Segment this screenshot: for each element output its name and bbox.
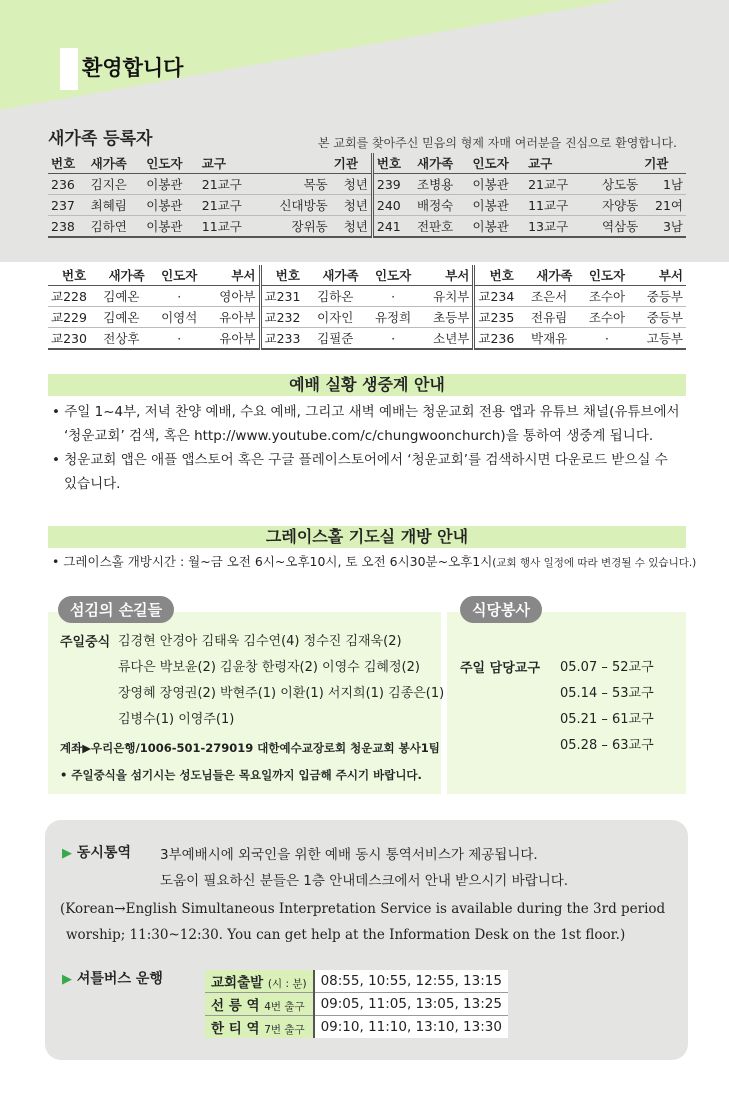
broadcast-body: • 주일 1~4부, 저녁 찬양 예배, 수요 예배, 그리고 새벽 예배는 청운교회 전용 앱과 유튜브 채널(유튜브에서 ‘청운교회’ 검색, 혹은 http://www.youtube.com/c/chungwoonchurch)을 통하여 생중계 됩니다. • 청운교회 앱은 애플 앱스토어 혹은 구글 플레이스토어에서 ‘청운교회’를 검색하시면 다운로드 받으실 수 있습니다.: [52, 404, 680, 492]
col-new-family: 새가족: [88, 153, 144, 174]
list-item: 05.07 – 52교구: [560, 660, 654, 675]
col-number: 번호: [48, 153, 88, 174]
broadcast-title: 예배 실황 생중계 안내: [48, 374, 686, 396]
interp-body: 3부예배시에 외국인을 위한 예배 동시 통역서비스가 제공됩니다. 도움이 필요하신 분들은 1층 안내데스크에서 안내 받으시기 바랍니다.: [160, 847, 569, 889]
table-row: 236 김지은 이봉관 21교구 목동 청년 239 조병용 이봉관 21교구 상도동 1남: [48, 174, 686, 195]
triangle-right-icon: ▶: [62, 846, 72, 861]
col-number: 번호: [372, 153, 414, 174]
col-district: 교구: [525, 153, 641, 174]
triangle-right-icon: ▶: [62, 972, 72, 987]
table-row: 교228 김예온 · 영아부 교231 김하온 · 유치부 교234 조은서 조수아 중등부: [48, 286, 686, 307]
registration-note: 본 교회를 찾아주신 믿음의 형제 자매 여러분을 진심으로 환영합니다.: [318, 136, 677, 150]
col-district: 교구: [199, 153, 331, 174]
service-names: 김경현 안경아 김태욱 김수연(4) 정수진 김재욱(2) 류다은 박보윤(2) 김윤창 한령자(2) 이영수 김혜정(2) 장영혜 장영권(2) 박현주(1) 이환(1) 서지희(1) 김종은(1) 김병수(1) 이영주(1): [118, 634, 445, 727]
table-header-row: [48, 153, 686, 174]
shuttle-heading: ▶ 셔틀버스 운행: [62, 971, 163, 987]
kitchen-label: 주일 담당교구: [460, 661, 540, 676]
col-org: 기관: [331, 153, 373, 174]
table-row: 교229 김예온 이영석 유아부 교232 이자인 유정희 초등부 교235 전유림 조수아 중등부: [48, 307, 686, 328]
welcome-bar-mark: [60, 48, 78, 90]
service-note: • 주일중식을 섬기시는 성도님들은 목요일까지 입금해 주시기 바랍니다.: [60, 768, 422, 782]
kitchen-list: [560, 655, 654, 759]
interp-heading: ▶ 동시통역: [62, 845, 131, 861]
table-row: 237 최혜림 이봉관 21교구 신대방동 청년 240 배정숙 이봉관 11교구 자양동 21여: [48, 195, 686, 216]
service-account: 계좌▶우리은행/1006-501-279019 대한예수교장로회 청운교회 봉사1팀: [60, 741, 440, 755]
col-guide: 인도자: [470, 153, 526, 174]
col-org: 기관: [641, 153, 686, 174]
shuttle-table: [205, 970, 508, 1038]
table-row: 238 김하연 이봉관 11교구 장위동 청년 241 전판호 이봉관 13교구 역삼동 3남: [48, 216, 686, 238]
col-guide: 인도자: [143, 153, 199, 174]
table-row: 한 티 역 7번 출구 09:10, 11:10, 13:10, 13:30: [205, 1016, 508, 1039]
table-row: 교230 전상후 · 유아부 교233 김필준 · 소년부 교236 박재유 · 고등부: [48, 328, 686, 350]
education-registration-table: [48, 265, 686, 350]
table-row: 선 릉 역 4번 출구 09:05, 11:05, 13:05, 13:25: [205, 993, 508, 1016]
list-item: 05.21 – 61교구: [560, 712, 654, 727]
kitchen-title: 식당봉사: [460, 596, 542, 623]
grace-title: 그레이스홀 기도실 개방 안내: [48, 526, 686, 548]
registration-table: [48, 153, 686, 238]
service-title: 섬김의 손길들: [58, 596, 174, 623]
table-row: 교회출발 (시 : 분) 08:55, 10:55, 12:55, 13:15: [205, 970, 508, 993]
list-item: 05.14 – 53교구: [560, 686, 654, 701]
list-item: 05.28 – 63교구: [560, 738, 654, 753]
registration-title: 새가족 등록자: [48, 129, 153, 149]
interp-english: (Korean→English Simultaneous Interpretation Service is available during the 3rd period worship; 11:30~12:30. You can get help at the Information Desk on the 1st floor.): [60, 901, 666, 943]
grace-info: • 그레이스홀 개방시간 : 월~금 오전 6시~오후10시, 토 오전 6시30분~오후1시(교회 행사 일정에 따라 변경될 수 있습니다.): [52, 554, 697, 569]
table-header-row: 번호 새가족 인도자 부서 번호 새가족 인도자 부서 번호 새가족 인도자 부서: [48, 265, 686, 286]
col-new-family: 새가족: [414, 153, 470, 174]
service-label: 주일중식: [60, 635, 111, 650]
page-title: 환영합니다: [82, 56, 184, 80]
